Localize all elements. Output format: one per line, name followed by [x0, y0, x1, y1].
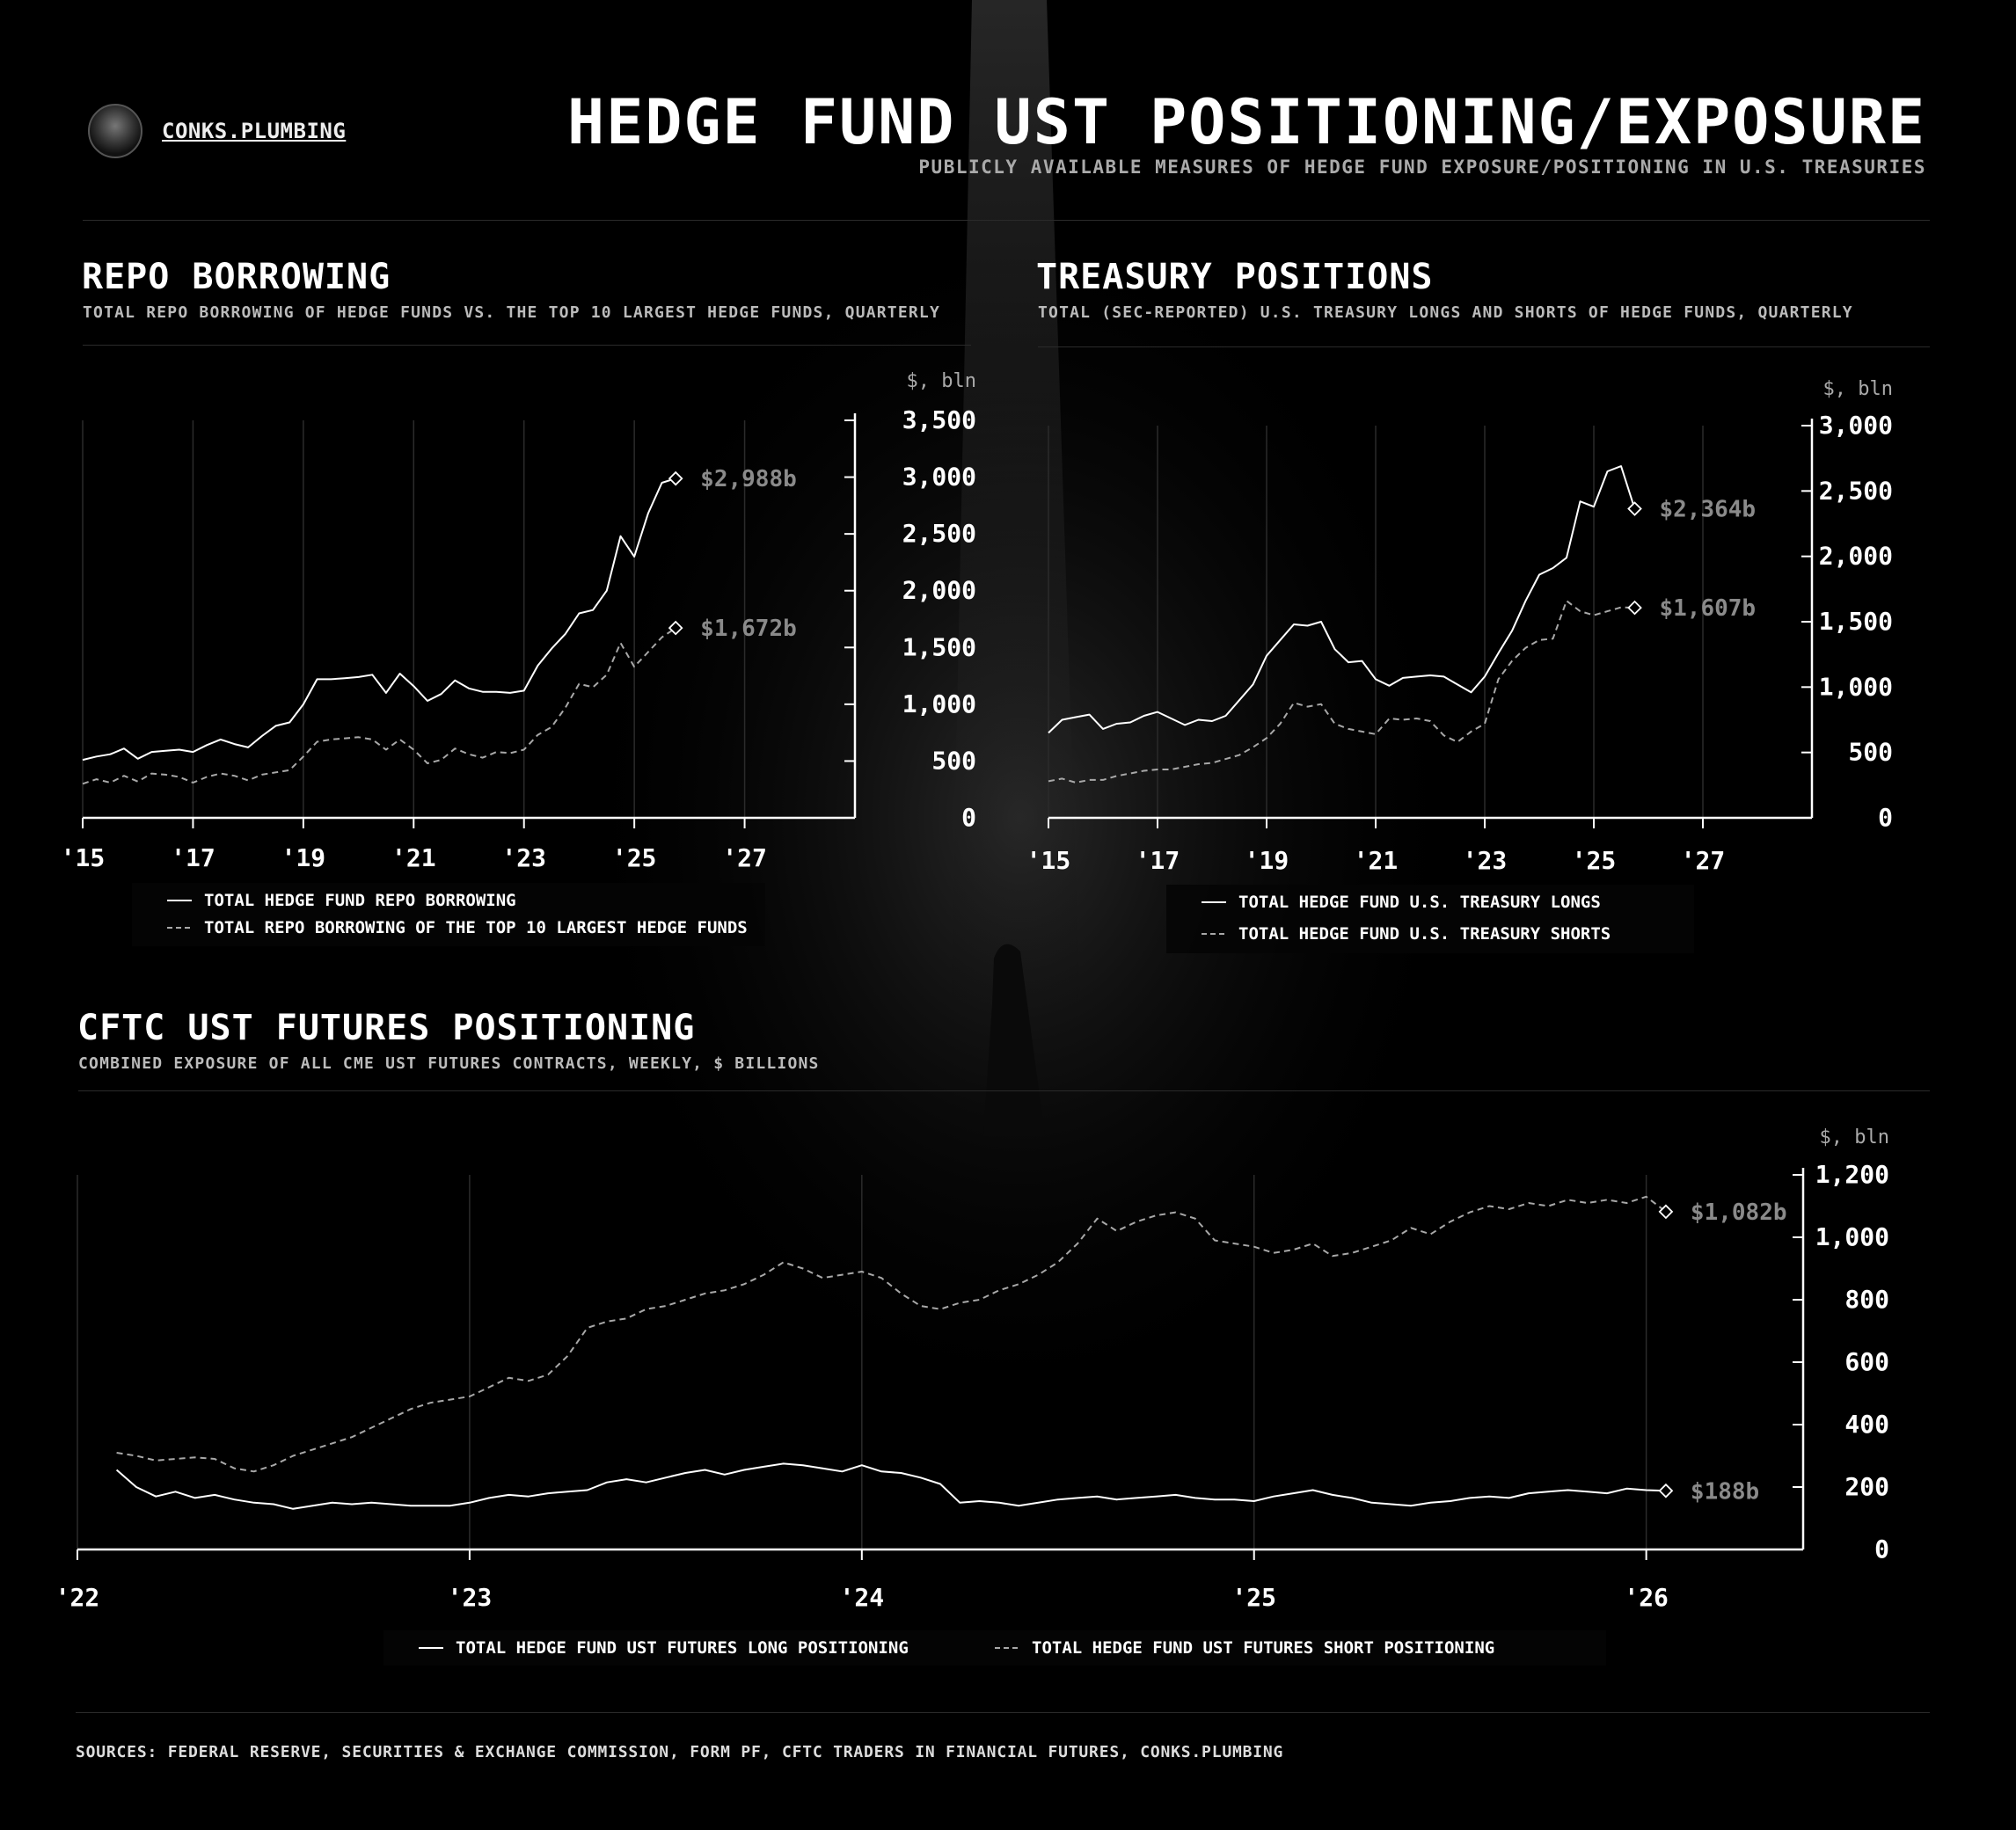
treasury-x-tick-label: '17	[1135, 846, 1180, 875]
repo-series-2-line	[83, 628, 676, 784]
repo-x-tick-label: '27	[722, 843, 767, 872]
cftc-subtitle: COMBINED EXPOSURE OF ALL CME UST FUTURES CONTRACTS, WEEKLY, $ BILLIONS	[78, 1054, 820, 1073]
treasury-y-tick-label: 2,000	[1818, 541, 1893, 571]
repo-legend-label-1: TOTAL HEDGE FUND REPO BORROWING	[204, 891, 516, 910]
treasury-x-tick-label: '19	[1244, 846, 1289, 875]
repo-y-tick-label: 3,000	[902, 462, 976, 492]
treasury-x-tick-label: '25	[1571, 846, 1617, 875]
repo-y-tick-label: 0	[961, 803, 976, 832]
treasury-title: TREASURY POSITIONS	[1036, 257, 1434, 297]
cftc-y-tick-label: 1,200	[1815, 1160, 1889, 1189]
cftc-x-tick-label: '23	[447, 1583, 493, 1612]
treasury-y-tick-label: 0	[1878, 803, 1893, 832]
repo-y-tick-label: 3,500	[902, 405, 976, 434]
repo-y-tick-label: 2,000	[902, 575, 976, 605]
treasury-series-2-end-label: $1,607b	[1659, 595, 1757, 623]
treasury-x-tick-label: '15	[1026, 846, 1071, 875]
cftc-y-tick-label: 800	[1844, 1285, 1889, 1314]
cftc-x-tick-label: '22	[55, 1583, 100, 1612]
cftc-x-tick-label: '25	[1231, 1583, 1277, 1612]
repo-series-2-end-label: $1,672b	[700, 616, 797, 643]
treasury-legend-label-2: TOTAL HEDGE FUND U.S. TREASURY SHORTS	[1238, 924, 1611, 944]
cftc-series-1-end-marker	[1660, 1484, 1672, 1497]
page-subtitle: PUBLICLY AVAILABLE MEASURES OF HEDGE FUND EXPOSURE/POSITIONING IN U.S. TREASURIES	[918, 157, 1926, 178]
treasury-y-axis-label: $, bln	[1822, 378, 1893, 400]
treasury-legend-label-1: TOTAL HEDGE FUND U.S. TREASURY LONGS	[1238, 893, 1601, 912]
repo-series-1-end-label: $2,988b	[700, 466, 797, 493]
repo-x-tick-label: '25	[611, 843, 657, 872]
cftc-legend-label-1: TOTAL HEDGE FUND UST FUTURES LONG POSITIONING	[456, 1638, 909, 1658]
repo-series-1-end-marker	[669, 472, 682, 485]
cftc-y-axis-label: $, bln	[1819, 1126, 1889, 1148]
footer-divider	[76, 1712, 1930, 1713]
repo-x-tick-label: '23	[501, 843, 547, 872]
repo-y-tick-label: 1,500	[902, 632, 976, 662]
repo-y-tick-label: 2,500	[902, 519, 976, 549]
cftc-title: CFTC UST FUTURES POSITIONING	[77, 1008, 696, 1048]
cftc-series-1-end-label: $188b	[1690, 1478, 1760, 1506]
treasury-series-1-end-marker	[1628, 502, 1640, 514]
brand-link[interactable]: CONKS.PLUMBING	[162, 119, 347, 143]
repo-x-tick-label: '19	[281, 843, 326, 872]
repo-x-tick-label: '17	[171, 843, 215, 872]
cftc-y-tick-label: 600	[1844, 1347, 1889, 1376]
repo-y-axis-label: $, bln	[906, 370, 976, 392]
repo-series-2-end-marker	[669, 622, 682, 634]
repo-legend-label-2: TOTAL REPO BORROWING OF THE TOP 10 LARGEST HEDGE FUNDS	[204, 918, 748, 937]
treasury-y-tick-label: 1,000	[1818, 672, 1893, 702]
page-title: HEDGE FUND UST POSITIONING/EXPOSURE	[566, 86, 1926, 158]
treasury-x-tick-label: '27	[1680, 846, 1726, 875]
treasury-y-tick-label: 2,500	[1818, 476, 1893, 506]
cftc-y-tick-label: 400	[1844, 1410, 1889, 1439]
repo-y-tick-label: 500	[931, 746, 976, 776]
treasury-y-tick-label: 500	[1848, 737, 1893, 767]
cftc-series-2-line	[117, 1197, 1666, 1472]
cftc-x-tick-label: '26	[1624, 1583, 1669, 1612]
cftc-y-tick-label: 1,000	[1815, 1222, 1889, 1251]
repo-subtitle: TOTAL REPO BORROWING OF HEDGE FUNDS VS. THE TOP 10 LARGEST HEDGE FUNDS, QUARTERLY	[83, 303, 940, 322]
sources-note: SOURCES: FEDERAL RESERVE, SECURITIES & EXCHANGE COMMISSION, FORM PF, CFTC TRADERS IN FINANCIAL FUTURES, CONKS.PLUMBING	[76, 1743, 1284, 1761]
repo-title: REPO BORROWING	[82, 257, 391, 297]
repo-x-tick-label: '15	[60, 843, 106, 872]
treasury-subtitle: TOTAL (SEC-REPORTED) U.S. TREASURY LONGS AND SHORTS OF HEDGE FUNDS, QUARTERLY	[1038, 303, 1853, 322]
repo-y-tick-label: 1,000	[902, 689, 976, 718]
cftc-legend-label-2: TOTAL HEDGE FUND UST FUTURES SHORT POSITIONING	[1032, 1638, 1495, 1658]
treasury-series-2-end-marker	[1628, 601, 1640, 614]
treasury-x-tick-label: '21	[1353, 846, 1399, 875]
repo-series-1-line	[83, 478, 676, 760]
cftc-series-2-end-label: $1,082b	[1690, 1199, 1787, 1226]
cftc-y-tick-label: 0	[1874, 1535, 1889, 1564]
treasury-y-tick-label: 1,500	[1818, 607, 1893, 636]
treasury-y-tick-label: 3,000	[1818, 411, 1893, 440]
treasury-x-tick-label: '23	[1462, 846, 1508, 875]
treasury-series-1-line	[1048, 466, 1635, 733]
treasury-series-2-line	[1048, 601, 1635, 783]
cftc-series-1-line	[117, 1463, 1666, 1508]
repo-x-tick-label: '21	[391, 843, 436, 872]
cftc-y-tick-label: 200	[1844, 1472, 1889, 1501]
cftc-x-tick-label: '24	[839, 1583, 885, 1612]
treasury-series-1-end-label: $2,364b	[1659, 496, 1757, 523]
